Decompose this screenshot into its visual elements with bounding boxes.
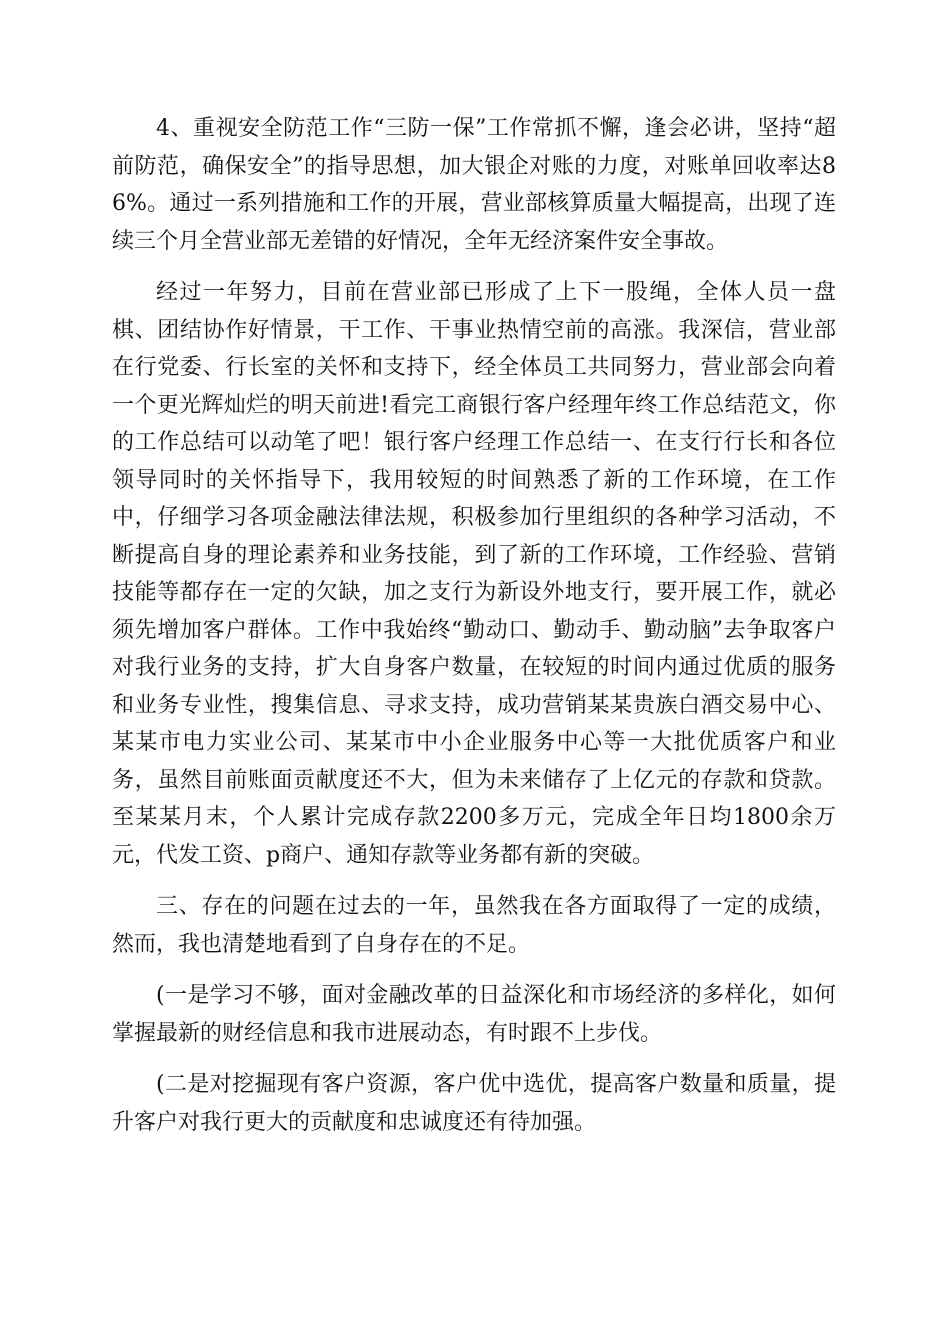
paragraph-existing-problems: 三、存在的问题在过去的一年，虽然我在各方面取得了一定的成绩，然而，我也清楚地看到了自身存在的不足。 xyxy=(112,894,836,957)
paragraph-problem-one: (一是学习不够，面对金融改革的日益深化和市场经济的多样化，如何掌握最新的财经信息和我市进展动态，有时跟不上步伐。 xyxy=(112,983,836,1046)
paragraph-safety-work: 4、重视安全防范工作“三防一保”工作常抓不懈，逢会必讲，坚持“超前防范，确保安全”的指导思想，加大银企对账的力度，对账单回收率达86%。通过一系列措施和工作的开展，营业部核算质量大幅提高，出现了连续三个月全营业部无差错的好情况，全年无经济案件安全事故。 xyxy=(112,116,836,254)
paragraph-year-summary: 经过一年努力，目前在营业部已形成了上下一股绳，全体人员一盘棋、团结协作好情景，干工作、干事业热情空前的高涨。我深信，营业部在行党委、行长室的关怀和支持下，经全体员工共同努力，营业部会向着一个更光辉灿烂的明天前进!看完工商银行客户经理年终工作总结范文，你的工作总结可以动笔了吧！银行客户经理工作总结一、在支行行长和各位领导同时的关怀指导下，我用较短的时间熟悉了新的工作环境，在工作中，仔细学习各项金融法律法规，积极参加行里组织的各种学习活动，不断提高自身的理论素养和业务技能，到了新的工作环境，工作经验、营销技能等都存在一定的欠缺，加之支行为新设外地支行，要开展工作，就必须先增加客户群体。工作中我始终“勤动口、勤动手、勤动脑”去争取客户对我行业务的支持，扩大自身客户数量，在较短的时间内通过优质的服务和业务专业性，搜集信息、寻求支持，成功营销某某贵族白酒交易中心、某某市电力实业公司、某某市中小企业服务中心等一大批优质客户和业务，虽然目前账面贡献度还不大，但为未来储存了上亿元的存款和贷款。至某某月末，个人累计完成存款2200多万元，完成全年日均1800余万元，代发工资、p商户、通知存款等业务都有新的突破。 xyxy=(112,280,836,868)
paragraph-problem-two: (二是对挖掘现有客户资源，客户优中选优，提高客户数量和质量，提升客户对我行更大的贡献度和忠诚度还有待加强。 xyxy=(112,1072,836,1135)
document-body xyxy=(112,110,836,1155)
